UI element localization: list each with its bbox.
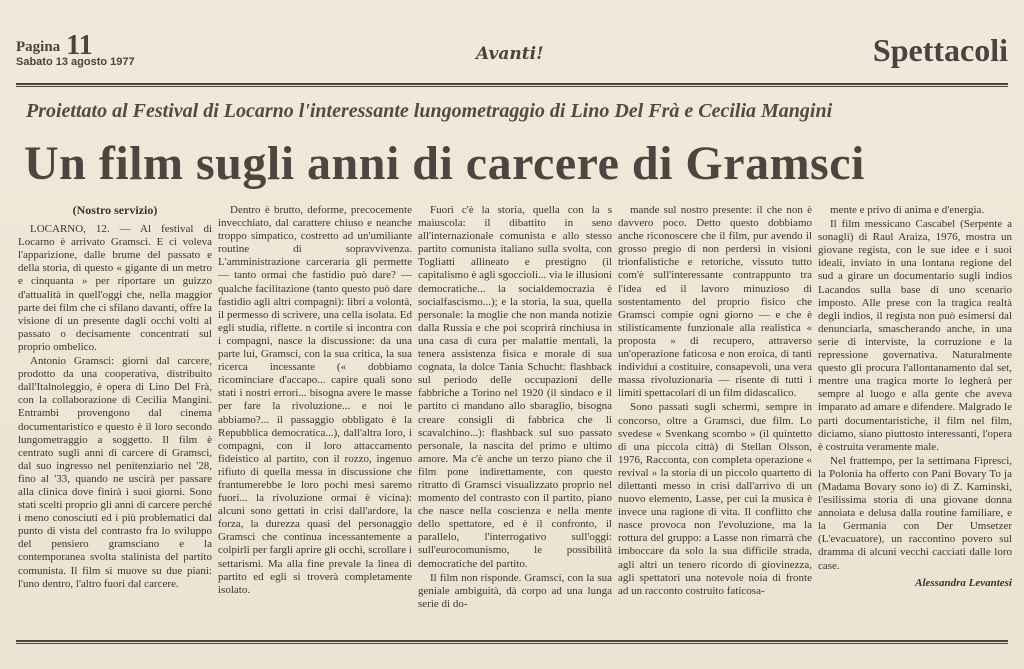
author-signature: Alessandra Levantesi xyxy=(915,576,1012,589)
paragraph: Il film messicano Cascabel (Serpente a sonagli) di Raul Araiza, 1976, mostra un giovane regista, con le sue idee e i suoi ideali, inviato in una lontana regione del sud a girare un documentario sugli indios Lacandos sulla base di uno scenario imposto. Alle prese con la tragica realtà degli indios, il regista non può esimersi dal denunciarla, smascherando anche, in una serie di interviste, la corruzione e la repressione governativa. Naturalmente questo gli procura l'allontanamento dal set, mentre una tragica morte lo legherà per sempre al luogo e alla gente che aveva imparato ad amare e difendere. Malgrado le parti documentaristiche, il film nel film, diciamo, siano piuttosto interessanti, l'opera è costruita veramente male. xyxy=(818,218,1012,453)
paragraph: Il film non risponde. Gramsci, con la sua geniale ambiguità, dà corpo ad una lunga serie di do- xyxy=(418,571,612,610)
page-number: 11 xyxy=(66,30,93,61)
top-divider xyxy=(16,83,1008,87)
bottom-divider xyxy=(16,640,1008,644)
paragraph: Nel frattempo, per la settimana Fipresci, la Polonia ha offerto con Pani Bovary To ja (Madama Bovary sono io) di Z. Kaminski, l'esilissima storia di una giovane donna annoiata e delusa dalla routine familiare, e la Germania con Der Umsetzer (L'evacuatore), un raccontino povero sul dramma di alcuni vecchi cacciati dalle loro case. xyxy=(818,454,1012,572)
paragraph: mande sul nostro presente: il che non è davvero poco. Detto questo dobbiamo anche riconoscere che il film, pur avendo il grosso pregio di non perdersi in visioni trionfalistiche e retoriche, vissuto tutto com'è sull'interessante contrappunto tra l'idea ed il lavoro minuzioso di sostentamento del proprio fisico che Gramsci compie ogni giorno — e che è stilisticamente funzionale alla realistica « proposta » di recupero, attraverso un'operazione faticosa e non eroica, di tanti individui a costituire, consapevoli, una vera massa rivoluzionaria — risente di tutti i limiti spettacolari di un film didascalico. xyxy=(618,204,812,400)
paragraph: Antonio Gramsci: giorni dal carcere, prodotto da una cooperativa, distribuito dall'Italnoleggio, è opera di Lino Del Frà, con la collaborazione di Cecilia Mangini. Entrambi provengono dal cinema documentaristico e questo è il loro secondo lungometraggio a soggetto. Il film è centrato sugli anni di carcere di Gramsci, dal suo ingresso nel penitenziario nel '28, fino al '33, quando ne uscirà per passare alla clinica dove finirà i suoi giorni. Sono stati scelti proprio gli anni di carcere perché i meno conosciuti ed i più problematici dal punto di vista del contrasto fra lo sviluppo del pensiero gramsciano e la contemporanea svolta stalinista del partito comunista. Il film si muove su due piani: l'uno dentro, l'altro fuori dal carcere. xyxy=(18,355,212,590)
article-column-2 xyxy=(218,204,412,632)
article-column-4 xyxy=(618,204,812,632)
article-column-1 xyxy=(18,204,212,632)
paragraph: Fuori c'è la storia, quella con la s maiuscola: il dibattito in seno all'internazionale comunista e allo stesso partito comunista italiano sulla svolta, con Togliatti allineato e prestigno (il capitalismo è agli sgoccioli... via le illusioni democratiche... la socialdemocrazia è socialfascismo...); e la storia, la sua, quella personale: la moglie che non manda notizie dalla Russia e che poi scoprirà rinchiusa in una casa di cura per malattie mentali, la tenera assistenza fisica e morale di sua cognata, la dolce Tania Schucht: flashback sul periodo delle occupazioni delle fabbriche a Torino nel 1920 (il sindaco e il partito ci mandano allo sbaraglio, bisogna creare consigli di fabbrica che li scavalchino...): flashback sul suo passato personale, la nascita del primo e ultimo amore. Ma c'è anche un terzo piano che il film pone indirettamente, con questo ritratto di Gramsci visualizzato proprio nel momento del contrasto con il partito, piano che nasce nella coscienza e nella mente dello spettatore, ed è il confronto, il parallelo, l'interrogativo sull'oggi: sull'eurocomunismo, le possibilità democratiche del partito. xyxy=(418,204,612,570)
section-title: Spettacoli xyxy=(872,32,1008,68)
page-header xyxy=(16,22,1008,84)
page-label: Pagina xyxy=(16,39,61,55)
paragraph: mente e privo di anima e d'energia. xyxy=(830,204,985,216)
paragraph: LOCARNO, 12. — Al festival di Locarno è arrivato Gramsci. E ci voleva l'apparizione, dalle brume del passato e della storia, di questo « gigante di un metro e cinquanta » per riportare un guizzo d'attualità in quell'oggi che, nella maggior parte dei film che ci sfilano davanti, offre la visione di un presente dagli occhi volti al passato o decisamente concentrati sul proprio ombelico. xyxy=(18,223,212,353)
paragraph: Sono passati sugli schermi, sempre in concorso, oltre a Gramsci, due film. Lo svedese « Svenkang scombo » (il quintetto di una piccola città) di Stellan Olsson, 1976, Racconta, con completa operazione « revival » la storia di un piccolo quartetto di dilettanti messo in crisi dall'arrivo di un nuovo elemento, Lasse, per cui la musica è invece una ragione di vita. Il conflitto che nasce provoca non l'evoluzione, ma la rottura del gruppo: a Lasse non rimarrà che imboccare da solo la sua difficile strada, agli altri un tenero ricordo di giovinezza, agli spettatori una notevole noia di fronte ad un racconto costruito faticosa- xyxy=(618,401,812,597)
article-column-3 xyxy=(418,204,612,632)
article-headline: Un film sugli anni di carcere di Gramsci xyxy=(24,137,865,190)
paragraph: Dentro è brutto, deforme, precocemente invecchiato, dal carattere chiuso e neanche troppo simpatico, costretto ad un'umiliante routine di sopravvivenza. L'amministrazione carceraria gli permette — tanto ormai che fastidio può dare? — qualche facilitazione (tanto questo può dare fastidio agli altri compagni): libri a volontà, il permesso di scrivere, una cella isolata. Ed egli studia, riflette. n cortile si incontra con i compagni, nasce la discussione: da una parte lui, Gramsci, con la sua critica, la sua ricerca incessante (« dobbiamo ricominciare d'accapo... capire quali sono stati i nostri errori... bisogna avere le masse per fare la rivoluzione... e noi le abbiamo?... il passaggio obbligato è la Repubblica democratica...), dall'altra loro, i compagni, con il loro attaccamento fideistico al partito, con il rozzo, ingenuo rifiuto di quella messa in discussione che frantumerebbe le loro pochi mesi saremo fuori... la rivoluzione ormai è vicina): alcuni sono gettati in crisi dall'ardore, la forza, la durezza quasi del personaggio Gramsci che continua incessantemente a colpirli per fargli aprire gli occhi, scrollare i settarismi. Ma alla fine prevale la linea di partito ed egli si troverà completamente isolato. xyxy=(218,204,412,596)
article-column-5 xyxy=(818,204,1012,632)
issue-date: Sabato 13 agosto 1977 xyxy=(16,56,135,68)
masthead-logo: Avanti! xyxy=(476,44,544,64)
byline: (Nostro servizio) xyxy=(72,204,158,217)
article-body xyxy=(18,204,1012,632)
article-kicker: Proiettato al Festival di Locarno l'interessante lungometraggio di Lino Del Frà e Cecilia Mangini xyxy=(26,100,833,122)
